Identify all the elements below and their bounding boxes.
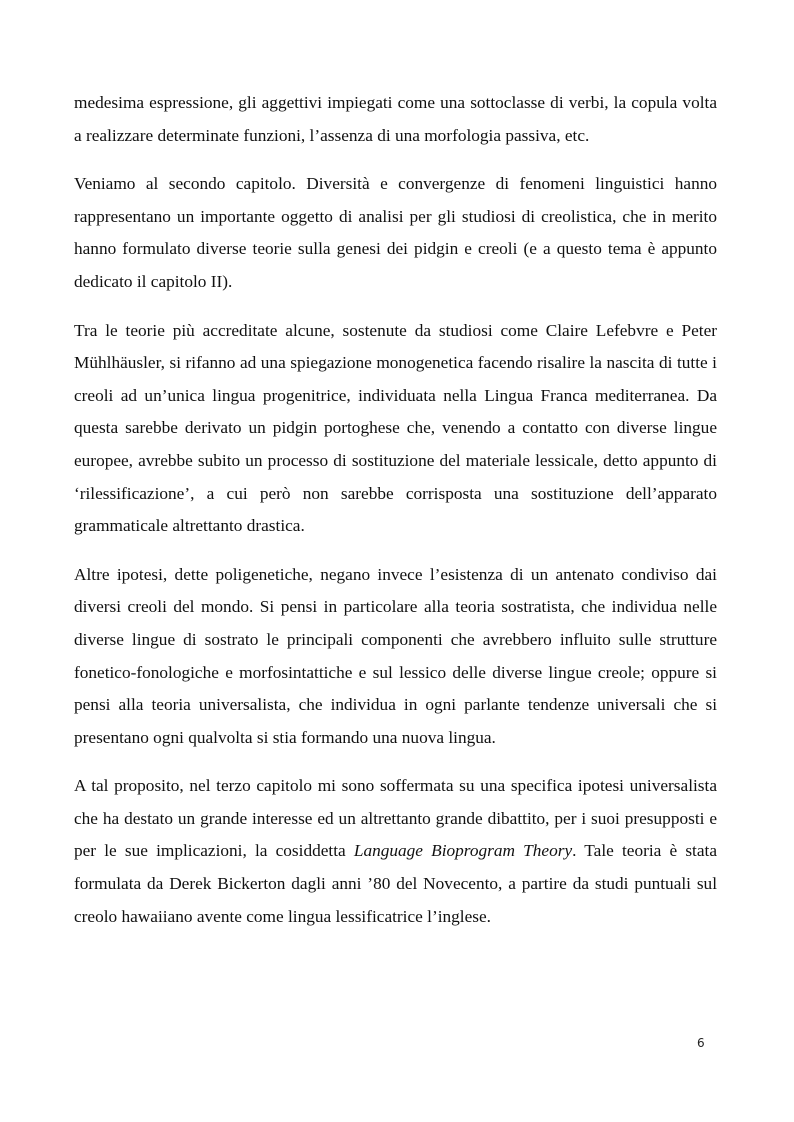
paragraph-4: Altre ipotesi, dette poligenetiche, negano invece l’esistenza di un antenato condiviso dai diversi creoli del mondo. Si pensi in particolare alla teoria sostratista, che individua nelle diverse lingue di sostrato le principali componenti che avrebbero influito sulle strutture fonetico-fonologiche e morfosintattiche e sul lessico delle diverse lingue creole; oppure si pensi alla teoria universalista, che individua in ogni parlante tendenze universali che si presentano ogni qualvolta si stia formando una nuova lingua. (74, 564, 717, 747)
paragraph-3: Tra le teorie più accreditate alcune, sostenute da studiosi come Claire Lefebvre e Peter Mühlhäusler, si rifanno ad una spiegazione monogenetica facendo risalire la nascita di tutte i creoli ad un’unica lingua progenitrice, individuata nella Lingua Franca mediterranea. Da questa sarebbe derivato un pidgin portoghese che, venendo a contatto con diverse lingue europee, avrebbe subito un processo di sostituzione del materiale lessicale, detto appunto di ‘rilessificazione’, a cui però non sarebbe corrisposta una sostituzione dell’apparato grammaticale altrettanto drastica. (74, 320, 717, 536)
body-text (74, 87, 717, 949)
theory-title: Language Bioprogram Theory (353, 841, 573, 861)
paragraph-5 (74, 770, 717, 933)
paragraph-1: medesima espressione, gli aggettivi impiegati come una sottoclasse di verbi, la copula volta a realizzare determinate funzioni, l’assenza di una morfologia passiva, etc. (74, 93, 717, 145)
paragraph-2: Veniamo al secondo capitolo. Diversità e convergenze di fenomeni linguistici hanno rappresentano un importante oggetto di analisi per gli studiosi di creolistica, che in merito hanno formulato diverse teorie sulla genesi dei pidgin e creoli (e a questo tema è appunto dedicato il capitolo II). (74, 174, 717, 291)
page-number: 6 (697, 1036, 705, 1050)
paragraph-5-text-end: . Tale teoria è stata formulata da Derek Bickerton dagli anni ’80 del Novecento, a partire da studi puntuali sul creolo hawaiiano avente come lingua lessificatrice l’inglese. (74, 841, 717, 926)
paragraph-5-text-start: A tal proposito, nel terzo capitolo mi sono soffermata su una specifica ipotesi universalista che ha destato un grande interesse ed un altrettanto grande dibattito, per i suoi presupposti e per le sue implicazioni, la cosiddetta (74, 776, 717, 861)
